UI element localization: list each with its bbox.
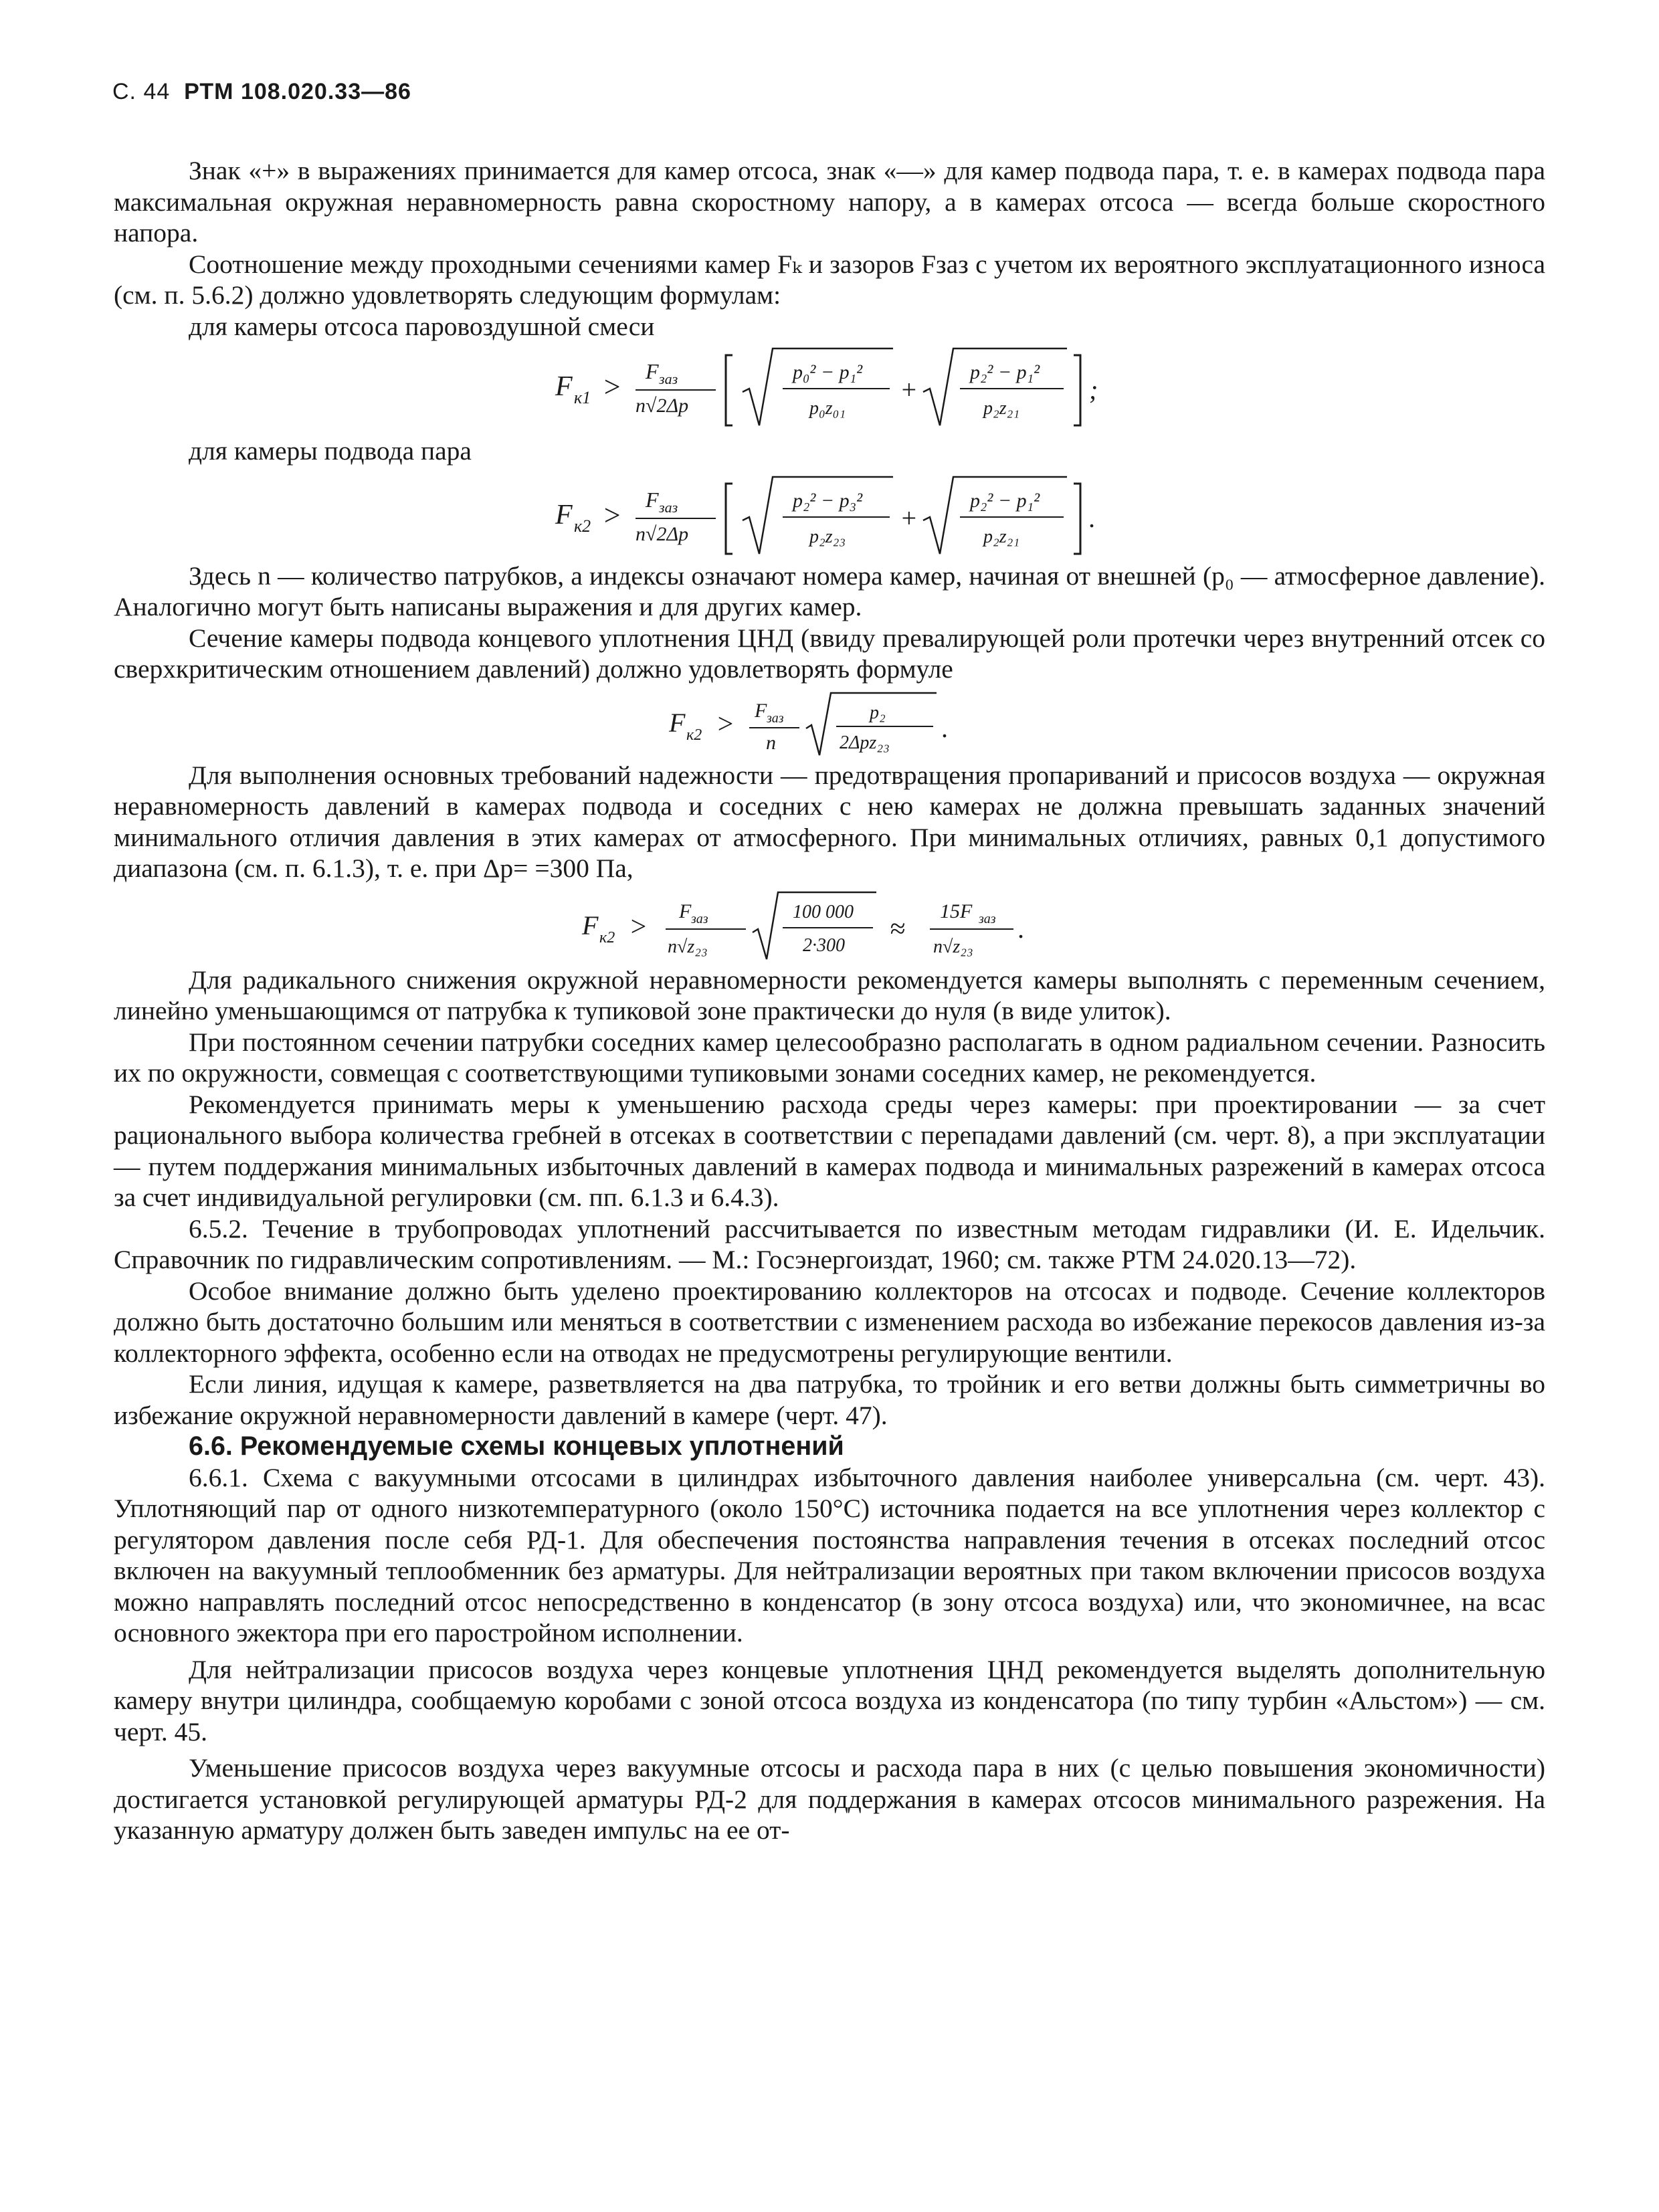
frac-denominator: n√2Δp [636,522,689,545]
paragraph: Уменьшение присосов воздуха через вакуумные отсосы и расхода пара в них (с целью повышения экономичности) достигается установкой регулирующей арматуры РД-2 для поддержания в камерах отсосов минимального разрежения. На указанную арматуру должен быть заведен импульс на ее от- [114,1753,1545,1845]
frac-numerator: F [646,487,659,512]
term2-numerator: p₂² − p₁² [970,361,1040,383]
formula-lhs-sub: к2 [599,928,615,946]
frac-denominator: n√2Δp [636,395,689,417]
paragraph: Соотношение между проходными сечениями камер Fₖ и зазоров Fзаз с учетом их вероятного эксплуатационного износа (см. п. 5.6.2) должно удовлетворять следующим формулам: [114,249,1545,310]
radicand-numerator: 100 000 [793,901,854,922]
term1-numerator: p₂² − p₃² [793,489,863,512]
result-denominator: n√z₂₃ [933,936,973,957]
document-code: РТМ 108.020.33—86 [184,79,411,104]
paragraph: Сечение камеры подвода концевого уплотнения ЦНД (ввиду превалирующей роли протечки через внутренний отсек со сверхкритическим отношением давлений) должно удовлетворять формуле [114,623,1545,684]
frac-numerator: F [646,359,659,383]
frac-numerator-sub: заз [659,498,678,516]
result-numerator-sub: заз [979,911,996,926]
formula-lhs-sub: к2 [574,516,591,536]
paragraph: Здесь n — количество патрубков, а индексы означают номера камер, начиная от внешней (p₀ — атмосферное давление). Аналогично могут быть написаны выражения и для других камер. [114,561,1545,621]
paragraph: для камеры отсоса паровоздушной смеси [189,311,655,341]
paragraph: Для радикального снижения окружной неравномерности рекомендуется камеры выполнять с переменным сечением, линейно уменьшающимся от патрубка к тупиковой зоне практически до нуля (в виде улиток). [114,965,1545,1025]
frac-numerator-sub: заз [659,371,678,387]
paragraph: Рекомендуется принимать меры к уменьшению расхода среды через камеры: при проектировании — за счет рационального выбора количества гребней в отсеках в соответствии с перепадами давлений (см. черт. 8), а при эксплуатации — путем поддержания минимальных избыточных давлений в камерах подвода и минимальных разрежений в камерах отсоса за счет индивидуальной регулировки (см. пп. 6.1.3 и 6.4.3). [114,1089,1545,1212]
term2-numerator: p₂² − p₁² [970,489,1040,512]
paragraph: Для нейтрализации присосов воздуха через концевые уплотнения ЦНД рекомендуется выделять дополнительную камеру внутри цилиндра, сообщаемую коробами с зоной отсоса воздуха из конденсатора (по типу турбин «Альстом») — см. черт. 45. [114,1654,1545,1746]
page-number: С. 44 [112,79,171,104]
term1-numerator: p₀² − p₁² [793,361,863,383]
formula-plus: + [900,502,918,533]
paragraph: для камеры подвода пара [189,436,472,466]
formula-end: ; [1089,375,1098,405]
formula-end: . [1018,913,1025,944]
frac-numerator: F [679,900,692,922]
formula-approx: ≈ [890,913,906,944]
term1-denominator: p₂z₂₃ [809,526,846,547]
frac-denominator: n√z₂₃ [668,936,708,957]
radicand-denominator: 2·300 [803,934,845,956]
frac-numerator: F [755,699,767,722]
formula-lhs-sub: к2 [686,726,702,744]
formula-lhs-sub: к1 [574,388,591,407]
formula-lp-seal-chamber [114,685,1545,760]
paragraph: 6.5.2. Течение в трубопроводах уплотнений рассчитывается по известным методам гидравлики (И. Е. Идельчик. Справочник по гидравлическим сопротивлениям. — М.: Госэнергоиздат, 1960; см. также РТМ 24.020.13—72). [114,1213,1545,1274]
paragraph: Если линия, идущая к камере, разветвляется на два патрубка, то тройник и его ветви должны быть симметричны во избежание окружной неравномерности давлений в камере (черт. 47). [114,1369,1545,1430]
paragraph: При постоянном сечении патрубки соседних камер целесообразно располагать в одном радиальном сечении. Разносить их по окружности, совмещая с соответствующими тупиковыми зонами соседних камер, не рекомендуется. [114,1027,1545,1088]
formula-lhs: F [669,707,686,738]
term2-denominator: p₂z₂₁ [983,398,1020,419]
formula-relation: > [602,371,622,403]
paragraph: 6.6.1. Схема с вакуумными отсосами в цилиндрах избыточного давления наиболее универсальна (см. черт. 43). Уплотняющий пар от одного низкотемпературного (около 150°С) источника подается на все уплотнения через коллектор с регулятором давления после себя РД-1. Для обеспечения постоянства направления течения в отсеках последний отсос включен на вакуумный теплообменник без арматуры. Для нейтрализации вероятных при таком включении присосов воздуха можно направлять последний отсос непосредственно в конденсатор (в зону отсоса воздуха) или, что экономичнее, на всас основного эжектора при его паростройном исполнении. [114,1462,1545,1647]
paragraph: Для выполнения основных требований надежности — предотвращения пропариваний и присосов воздуха — окружная неравномерность давлений в камерах подвода и соседних с нею камерах не должна превышать заданных значений минимального отличия давления в этих камерах от атмосферного. При минимальных отличиях, равных 0,1 допустимого диапазона (см. п. 6.1.3), т. е. при Δp= =300 Па, [114,760,1545,883]
formula-end: . [942,712,949,743]
frac-numerator-sub: заз [691,911,708,926]
paragraph: Особое внимание должно быть уделено проектированию коллекторов на отсосах и подводе. Сечение коллекторов должно быть достаточно большим или меняться в соответствии с изменением расхода во избежание перекосов давления из-за коллекторного эффекта, особенно если на отводах не предусмотрены регулирующие вентили. [114,1276,1545,1368]
page-body [114,155,1545,1846]
result-numerator: 15F [940,900,973,922]
formula-end: . [1089,502,1096,533]
formula-lhs: F [555,371,573,402]
radicand-numerator: p₂ [870,702,886,723]
frac-numerator-sub: заз [767,710,784,726]
formula-lhs: F [582,910,599,940]
formula-relation: > [602,498,622,532]
page-header [112,79,411,105]
section-heading: 6.6. Рекомендуемые схемы концевых уплотнений [189,1431,844,1461]
formula-supply-chamber [114,467,1545,561]
formula-relation: > [716,708,735,740]
formula-plus: + [900,375,918,405]
radicand-denominator: 2Δpz₂₃ [840,732,890,753]
formula-relation: > [629,911,648,942]
frac-denominator: n [766,731,776,754]
term1-denominator: p₀z₀₁ [809,398,846,419]
paragraph: Знак «+» в выражениях принимается для камер отсоса, знак «—» для камер подвода пара, т. е. в камерах подвода пара максимальная окружная неравномерность равна скоростному напору, а в камерах отсоса — всегда больше скоростного напора. [114,156,1545,247]
term2-denominator: p₂z₂₁ [983,526,1020,547]
formula-numeric-estimate [114,884,1545,965]
formula-lhs: F [555,499,573,530]
formula-suction-chamber [114,342,1545,435]
